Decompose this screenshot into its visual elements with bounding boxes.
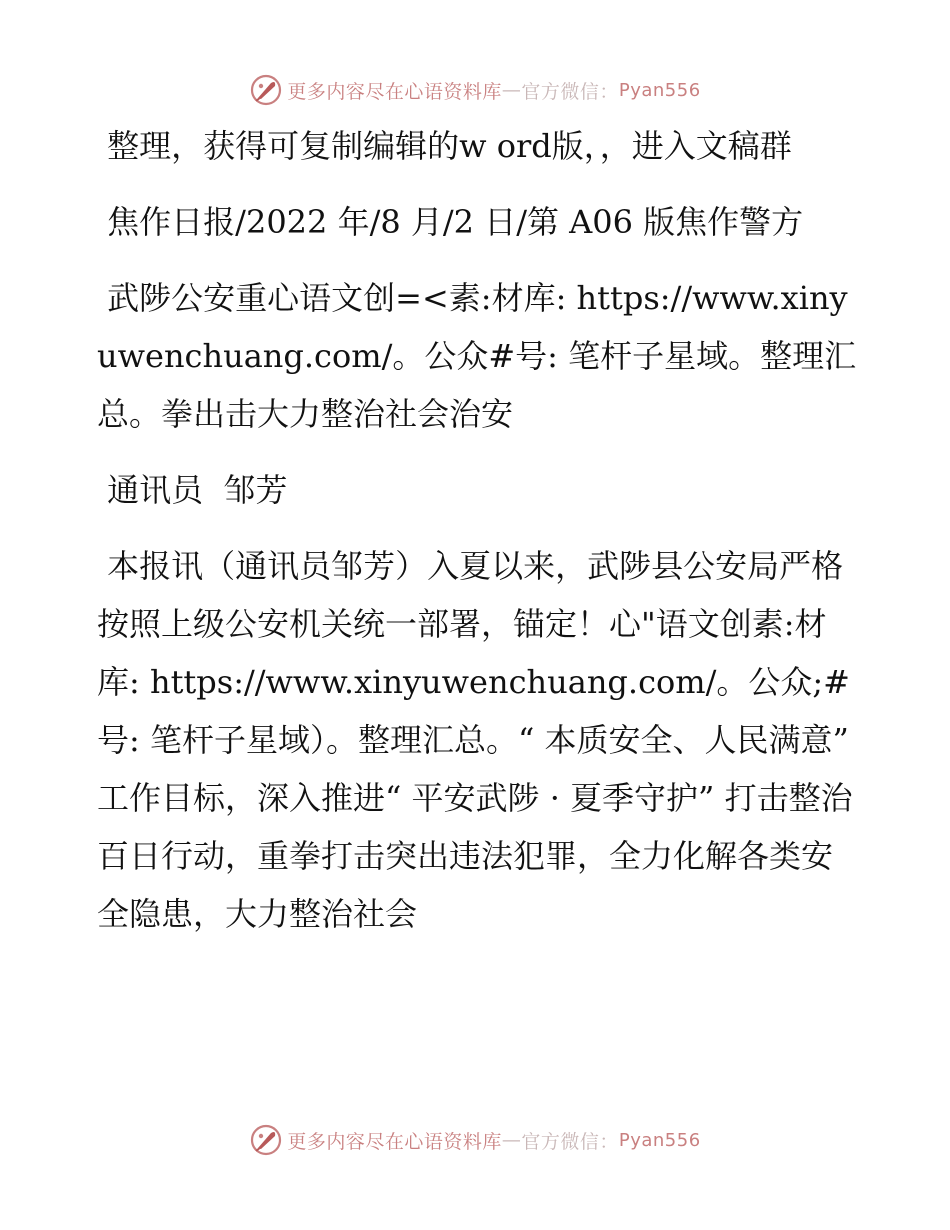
paragraph-2: 焦作日报/2022 年/8 月/2 日/第 A06 版焦作警方 bbox=[97, 203, 804, 241]
watermark-sub-text: 官方微信： bbox=[521, 80, 619, 103]
quill-pen-logo-icon bbox=[249, 1123, 283, 1157]
watermark-main-text: 更多内容尽在心语资料库 bbox=[287, 1130, 502, 1153]
watermark-main-text: 更多内容尽在心语资料库 bbox=[287, 80, 502, 103]
paragraph-5: 本报讯（通讯员邹芳）入夏以来，武陟县公安局严格按照上级公安机关统一部署，锚定！心"语文创素:材库: https://www.xinyuwenchuang.com/。公众;#号: 笔杆子星域）。整理汇总。“ 本质安全、人民满意” 工作目标，深入推进“ 平安武陟 · 夏季守护” 打击整治百日行动，重拳打击突出违法犯罪，全力化解各类安全隐患，大力整治社会 bbox=[97, 547, 860, 933]
document-body bbox=[97, 117, 860, 961]
watermark-dash: — bbox=[501, 79, 522, 101]
quill-pen-logo-icon bbox=[249, 73, 283, 107]
footer-watermark bbox=[0, 1120, 950, 1160]
watermark-sub-text: 官方微信： bbox=[521, 1130, 619, 1153]
watermark-wechat-id: Pyan556 bbox=[618, 1129, 701, 1151]
paragraph-3: 武陟公安重心语文创=<素:材库: https://www.xinyuwenchuang.com/。公众#号: 笔杆子星域。整理汇总。拳出击大力整治社会治安 bbox=[97, 279, 857, 433]
paragraph-4: 通讯员 邹芳 bbox=[97, 471, 288, 509]
header-watermark bbox=[0, 70, 950, 110]
watermark-wechat-id: Pyan556 bbox=[618, 79, 701, 101]
paragraph-1: 整理，获得可复制编辑的w ord版，，进入文稿群 bbox=[97, 127, 792, 165]
watermark-dash: — bbox=[501, 1129, 522, 1151]
